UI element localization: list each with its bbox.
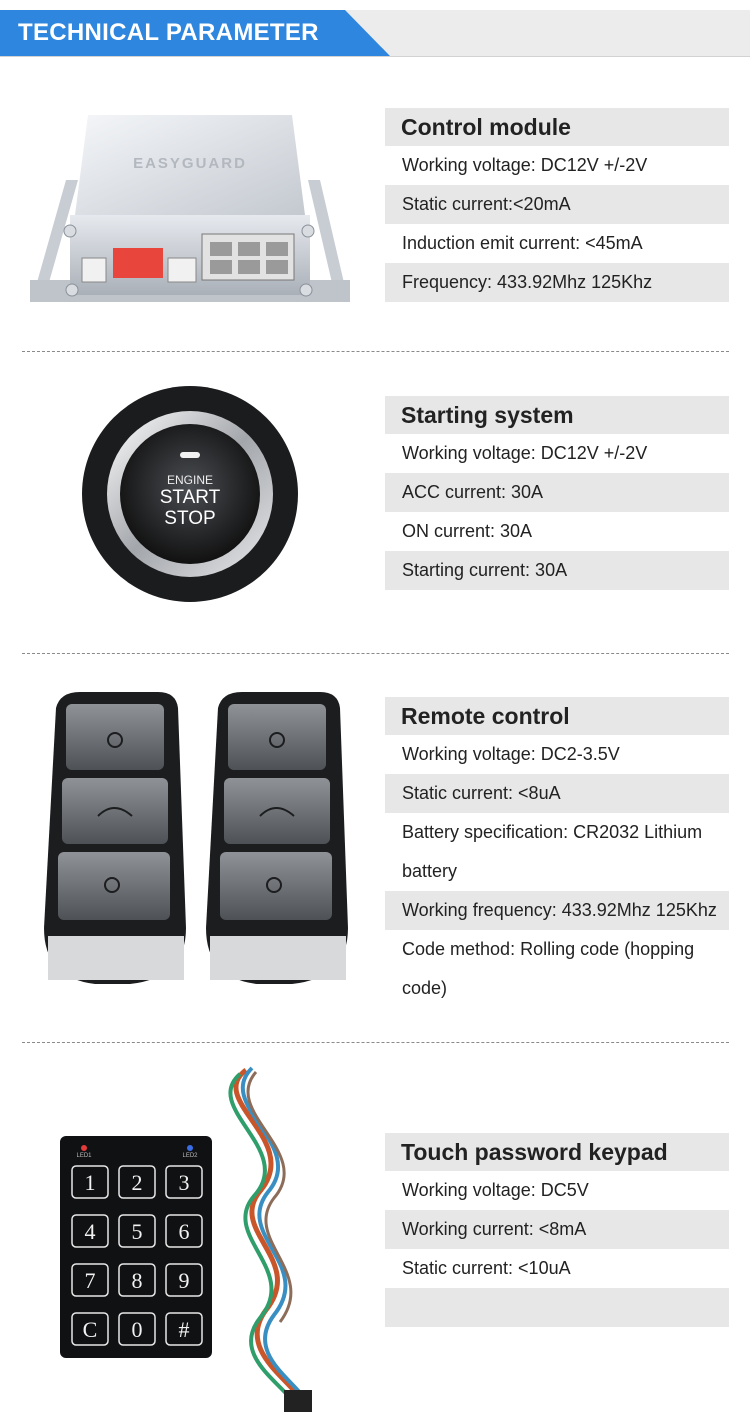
keypad-key-label: 1	[84, 1170, 96, 1195]
keypad-key-label: C	[82, 1317, 98, 1342]
keypad-key-label: #	[178, 1317, 190, 1342]
keypad-key-label: 4	[84, 1219, 96, 1244]
header-bar	[0, 10, 750, 57]
touch-keypad-image	[56, 1060, 326, 1420]
starting-system-specs	[385, 396, 729, 590]
section-divider	[22, 1042, 729, 1043]
spec-row: Static current:<20mA	[385, 185, 729, 224]
control-module-specs	[385, 108, 729, 302]
spec-row: Static current: <10uA	[402, 1258, 571, 1278]
spec-row: Static current: <8uA	[385, 774, 729, 813]
spec-row: Working voltage: DC5V	[402, 1180, 589, 1200]
button-label-stop: STOP	[164, 508, 216, 529]
spec-row: Starting current: 30A	[385, 551, 729, 590]
spec-title: Remote control	[385, 697, 729, 735]
keypad-key-label: 7	[84, 1268, 96, 1293]
spec-title: Starting system	[385, 396, 729, 434]
button-label-engine: ENGINE	[166, 473, 214, 487]
remote-control-image	[40, 688, 350, 996]
spec-row: Code method: Rolling code (hopping code)	[402, 939, 695, 998]
button-label-start: START	[159, 487, 221, 508]
keypad-key-label: 8	[131, 1268, 143, 1293]
remote-control-specs	[385, 697, 729, 1008]
spec-row: Induction emit current: <45mA	[402, 233, 643, 253]
spec-title: Control module	[385, 108, 729, 146]
keypad-key-label: 0	[131, 1317, 143, 1342]
spec-row: Working current: <8mA	[385, 1210, 729, 1249]
spec-row: Working voltage: DC12V +/-2V	[402, 155, 648, 175]
keypad-key-label: 5	[131, 1219, 143, 1244]
spec-row: Working voltage: DC12V +/-2V	[402, 443, 648, 463]
page-title: TECHNICAL PARAMETER	[18, 19, 319, 46]
keypad-key-label: 9	[178, 1268, 190, 1293]
section-divider	[22, 351, 729, 352]
spec-row: Working frequency: 433.92Mhz 125Khz	[385, 891, 729, 930]
spec-row: ACC current: 30A	[385, 473, 729, 512]
spec-row: Working voltage: DC2-3.5V	[402, 744, 620, 764]
brand-text: EASYGUARD	[133, 155, 247, 172]
spec-row-empty	[385, 1288, 729, 1327]
spec-title: Touch password keypad	[385, 1133, 729, 1171]
keypad-key-label: 2	[131, 1170, 143, 1195]
touch-keypad-specs	[385, 1133, 729, 1327]
spec-row: ON current: 30A	[402, 521, 533, 541]
led1-label: LED1	[76, 1153, 92, 1159]
keypad-key-label: 3	[178, 1170, 190, 1195]
spec-row: Battery specification: CR2032 Lithium battery	[402, 822, 703, 881]
section-divider	[22, 653, 729, 654]
spec-row: Frequency: 433.92Mhz 125Khz	[385, 263, 729, 302]
engine-start-button-image	[80, 384, 300, 604]
keypad-key-label: 6	[178, 1219, 190, 1244]
control-module-image	[30, 110, 350, 305]
led2-label: LED2	[182, 1153, 198, 1159]
